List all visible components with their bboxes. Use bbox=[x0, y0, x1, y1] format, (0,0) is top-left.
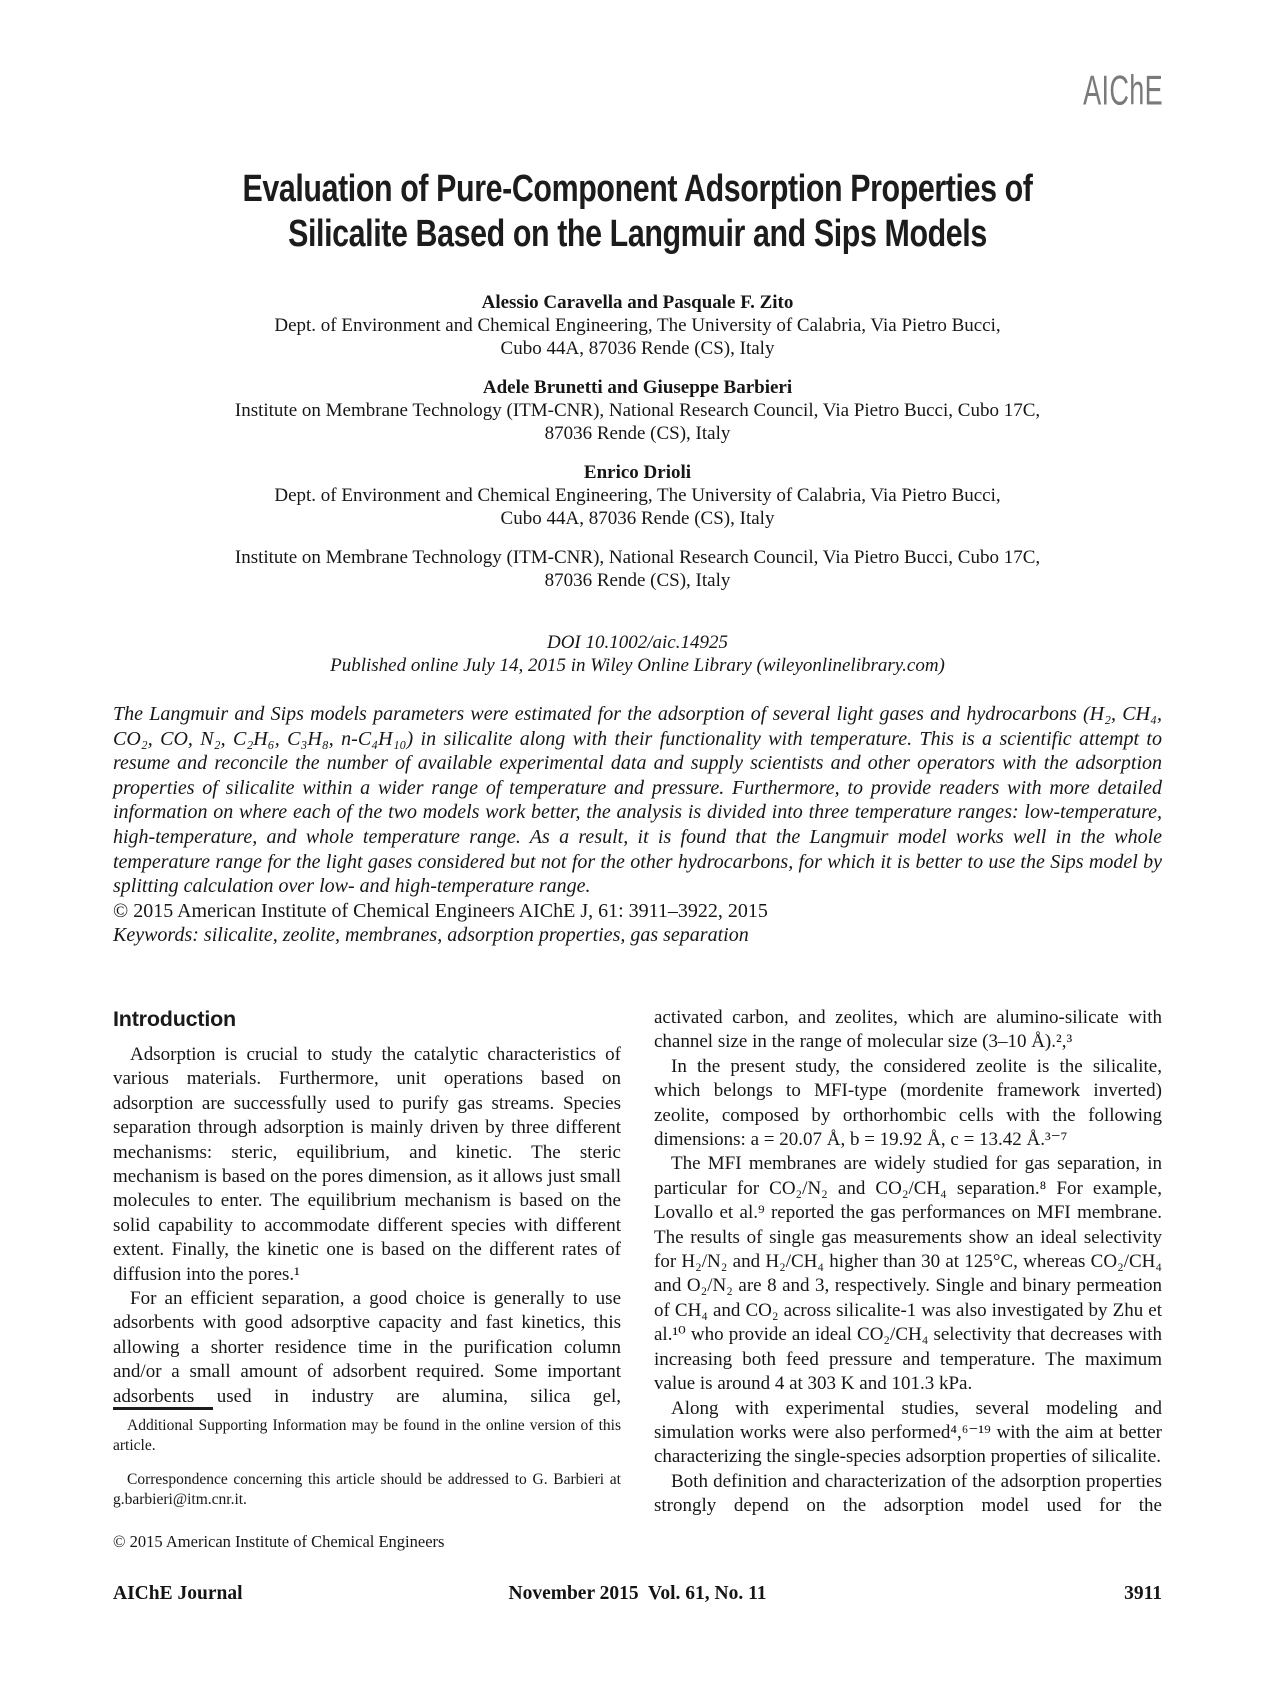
footnote-separator-rule bbox=[113, 1407, 213, 1410]
footnote-copyright: © 2015 American Institute of Chemical Engineers bbox=[113, 1532, 445, 1551]
affiliation-line: 87036 Rende (CS), Italy bbox=[544, 570, 731, 591]
affiliation-line: Cubo 44A, 87036 Rende (CS), Italy bbox=[500, 338, 775, 359]
abstract-copyright-line: © 2015 American Institute of Chemical Engineers AIChE J, 61: 3911–3922, 2015 bbox=[113, 899, 768, 922]
page-footer bbox=[113, 1582, 1162, 1605]
author-group bbox=[0, 291, 1275, 360]
author-names: Alessio Caravella and Pasquale F. Zito bbox=[481, 292, 794, 313]
right-column bbox=[654, 1006, 1162, 1519]
affiliation-line: Institute on Membrane Technology (ITM-CNR), National Research Council, Via Pietro Bucci, Cubo 17C, bbox=[234, 547, 1041, 568]
paragraph: In the present study, the considered zeolite is the silicalite, which belongs to MFI-type (mordenite framework inverted) zeolite, composed by orthorhombic cells with the following dimensions: a = 20.07 Å, b = 19.92 Å, c = 13.42 Å.³⁻⁷ bbox=[654, 1055, 1162, 1151]
doi-block bbox=[0, 631, 1275, 677]
article-title-line-2: Silicalite Based on the Langmuir and Sips Models bbox=[288, 213, 987, 255]
paragraph: The MFI membranes are widely studied for gas separation, in particular for CO₂/N₂ and CO₂/CH₄ separation.⁸ For example, Lovallo et al.⁹ reported the gas performances on MFI membrane. The results of single gas measurements show an ideal selectivity for H₂/N₂ and H₂/CH₄ higher than 30 at 125°C, whereas CO₂/CH₄ and O₂/N₂ are 8 and 3, respectively. Single and binary permeation of CH₄ and CO₂ across silicalite-1 was also investigated by Zhu et al.¹⁰ who provide an ideal CO₂/CH₄ selectivity that decreases with increasing both feed pressure and temperature. The maximum value is around 4 at 303 K and 101.3 kPa. bbox=[654, 1153, 1162, 1395]
section-heading-introduction: Introduction bbox=[113, 1007, 236, 1031]
author-group bbox=[0, 376, 1275, 445]
footer-page-number: 3911 bbox=[1124, 1583, 1162, 1604]
keywords-line: Keywords: silicalite, zeolite, membranes, adsorption properties, gas separation bbox=[113, 924, 749, 947]
paragraph: Both definition and characterization of the adsorption properties strongly depend on the adsorption model used for the bbox=[654, 1470, 1162, 1517]
affiliation-line: Institute on Membrane Technology (ITM-CNR), National Research Council, Via Pietro Bucci, Cubo 17C, bbox=[234, 400, 1041, 421]
author-group bbox=[0, 461, 1275, 530]
aiche-logo: AIChE bbox=[1083, 66, 1163, 114]
author-names: Adele Brunetti and Giuseppe Barbieri bbox=[482, 377, 793, 398]
article-title-line-1: Evaluation of Pure-Component Adsorption Properties of bbox=[242, 168, 1033, 210]
paragraph: Along with experimental studies, several modeling and simulation works were also performed⁴,⁶⁻¹⁹ with the aim at better characterizing the single-species adsorption properties of silicalite. bbox=[654, 1397, 1162, 1468]
author-names: Enrico Drioli bbox=[583, 462, 692, 483]
abstract bbox=[113, 702, 1162, 948]
footnote-supporting-info: Additional Supporting Information may be found in the online version of this article. bbox=[113, 1417, 621, 1454]
article-title bbox=[128, 167, 1148, 257]
footer-issue: November 2015 Vol. 61, No. 11 bbox=[508, 1583, 767, 1604]
affiliation-line: Cubo 44A, 87036 Rende (CS), Italy bbox=[500, 508, 775, 529]
paragraph: For an efficient separation, a good choice is generally to use adsorbents with good adsorptive capacity and fast kinetics, this allowing a shorter residence time in the purification column and/or a small amount of adsorbent required. Some important adsorbents used in industry are alumina, silica gel, bbox=[113, 1288, 621, 1407]
footnote-correspondence: Correspondence concerning this article should be addressed to G. Barbieri at g.barbieri@itm.cnr.it. bbox=[113, 1471, 621, 1508]
affiliation-line: Dept. of Environment and Chemical Engineering, The University of Calabria, Via Pietro Bucci, bbox=[274, 485, 1001, 506]
affiliation-line: Dept. of Environment and Chemical Engineering, The University of Calabria, Via Pietro Bucci, bbox=[274, 315, 1001, 336]
doi-line: DOI 10.1002/aic.14925 bbox=[546, 632, 728, 653]
paragraph: Adsorption is crucial to study the catalytic characteristics of various materials. Furthermore, unit operations based on adsorption are successfully used to purify gas streams. Species separation through adsorption is mainly driven by three different mechanisms: steric, equilibrium, and kinetic. The steric mechanism is based on the pores dimension, as it allows just small molecules to enter. The equilibrium mechanism is based on the solid capability to accommodate different species with different extent. Finally, the kinetic one is based on the different rates of diffusion into the pores.¹ bbox=[113, 1044, 621, 1285]
author-block bbox=[0, 291, 1275, 592]
footer-journal-name: AIChE Journal bbox=[113, 1583, 243, 1604]
paragraph: activated carbon, and zeolites, which are alumino-silicate with channel size in the range of molecular size (3–10 Å).²,³ bbox=[654, 1007, 1162, 1053]
abstract-text: The Langmuir and Sips models parameters were estimated for the adsorption of several light gases and hydrocarbons (H₂, CH₄, CO₂, CO, N₂, C₂H₆, C₃H₈, n-C₄H₁₀) in silicalite along with their functionality with temperature. This is a scientific attempt to resume and reconcile the number of available experimental data and supply scientists and other operators with the adsorption properties of silicalite within a wider range of temperature and pressure. Furthermore, to provide readers with more detailed information on where each of the two models work better, the analysis is divided into three temperature ranges: low-temperature, high-temperature, and whole temperature range. As a result, it is found that the Langmuir model works well in the whole temperature range for the light gases considered but not for the other hydrocarbons, for which it is better to use the Sips model by splitting calculation over low- and high-temperature range. bbox=[113, 703, 1162, 898]
published-online-line: Published online July 14, 2015 in Wiley Online Library (wileyonlinelibrary.com) bbox=[330, 655, 945, 676]
extra-affiliation bbox=[0, 546, 1275, 592]
affiliation-line: 87036 Rende (CS), Italy bbox=[544, 423, 731, 444]
footnotes bbox=[113, 1407, 621, 1552]
